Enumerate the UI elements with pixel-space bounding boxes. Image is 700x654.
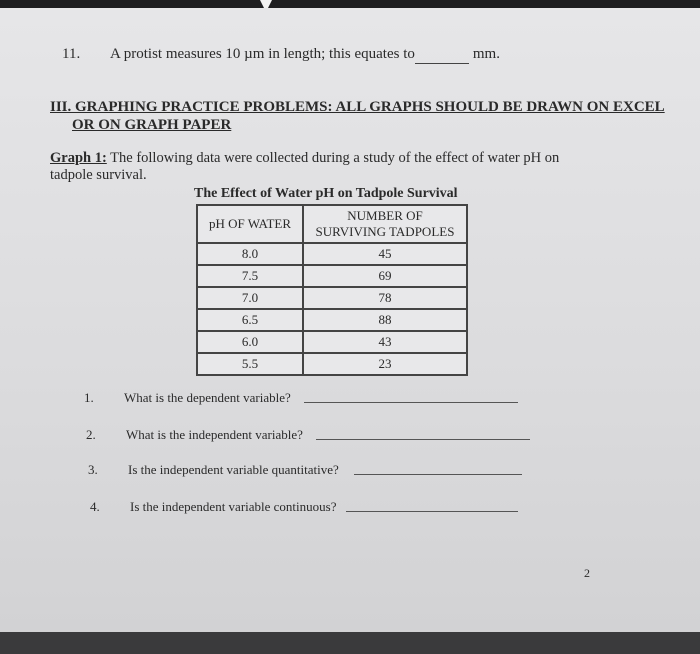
question-1-answer-line — [304, 402, 518, 403]
header-count — [303, 205, 467, 243]
header-ph: pH OF WATER — [197, 205, 303, 243]
question-11-text: A protist measures 10 µm in length; this equates to — [110, 46, 415, 62]
cell-count: 69 — [303, 265, 467, 287]
question-1-number: 1. — [84, 390, 94, 405]
page-number: 2 — [584, 566, 590, 580]
cell-ph: 6.5 — [197, 309, 303, 331]
cell-count: 88 — [303, 309, 467, 331]
cell-count: 45 — [303, 243, 467, 265]
cell-ph: 7.0 — [197, 287, 303, 309]
question-3-number: 3. — [88, 462, 98, 477]
graph1-text-line1: The following data were collected during a study of the effect of water pH on — [106, 150, 560, 166]
table-row — [197, 243, 467, 265]
section-title-line2: OR ON GRAPH PAPER — [72, 117, 232, 133]
graph1-intro — [50, 150, 559, 184]
table-title: The Effect of Water pH on Tadpole Survival — [194, 186, 458, 201]
header-count-line1: NUMBER OF — [347, 208, 423, 223]
question-3-text: Is the independent variable quantitative? — [128, 462, 339, 477]
graph1-label: Graph 1: — [50, 150, 107, 166]
question-1-text: What is the dependent variable? — [124, 390, 291, 405]
question-11 — [62, 46, 500, 64]
table-row — [197, 309, 467, 331]
cell-ph: 8.0 — [197, 243, 303, 265]
question-11-unit: mm. — [472, 46, 500, 62]
table-row — [197, 353, 467, 375]
cell-ph: 7.5 — [197, 265, 303, 287]
bottom-edge — [0, 632, 700, 654]
data-table — [196, 204, 468, 376]
pin-icon — [258, 0, 274, 12]
question-2-number: 2. — [86, 427, 96, 442]
table-header-row — [197, 205, 467, 243]
question-11-number: 11. — [62, 46, 81, 62]
question-4-answer-line — [346, 511, 518, 512]
cell-count: 43 — [303, 331, 467, 353]
graph1-text-line2: tadpole survival. — [50, 167, 147, 183]
cell-count: 23 — [303, 353, 467, 375]
question-2-text: What is the independent variable? — [126, 427, 303, 442]
question-2-answer-line — [316, 439, 530, 440]
table-row — [197, 331, 467, 353]
section-heading — [50, 98, 665, 134]
table-row — [197, 265, 467, 287]
cell-ph: 6.0 — [197, 331, 303, 353]
question-4-text: Is the independent variable continuous? — [130, 499, 337, 514]
question-3-answer-line — [354, 474, 522, 475]
table-row — [197, 287, 467, 309]
header-count-line2: SURVIVING TADPOLES — [315, 224, 455, 239]
cell-count: 78 — [303, 287, 467, 309]
question-11-answer-blank — [415, 46, 469, 64]
question-4-number: 4. — [90, 499, 100, 514]
section-title-line1: III. GRAPHING PRACTICE PROBLEMS: ALL GRAPHS SHOULD BE DRAWN ON EXCEL — [50, 99, 665, 115]
cell-ph: 5.5 — [197, 353, 303, 375]
